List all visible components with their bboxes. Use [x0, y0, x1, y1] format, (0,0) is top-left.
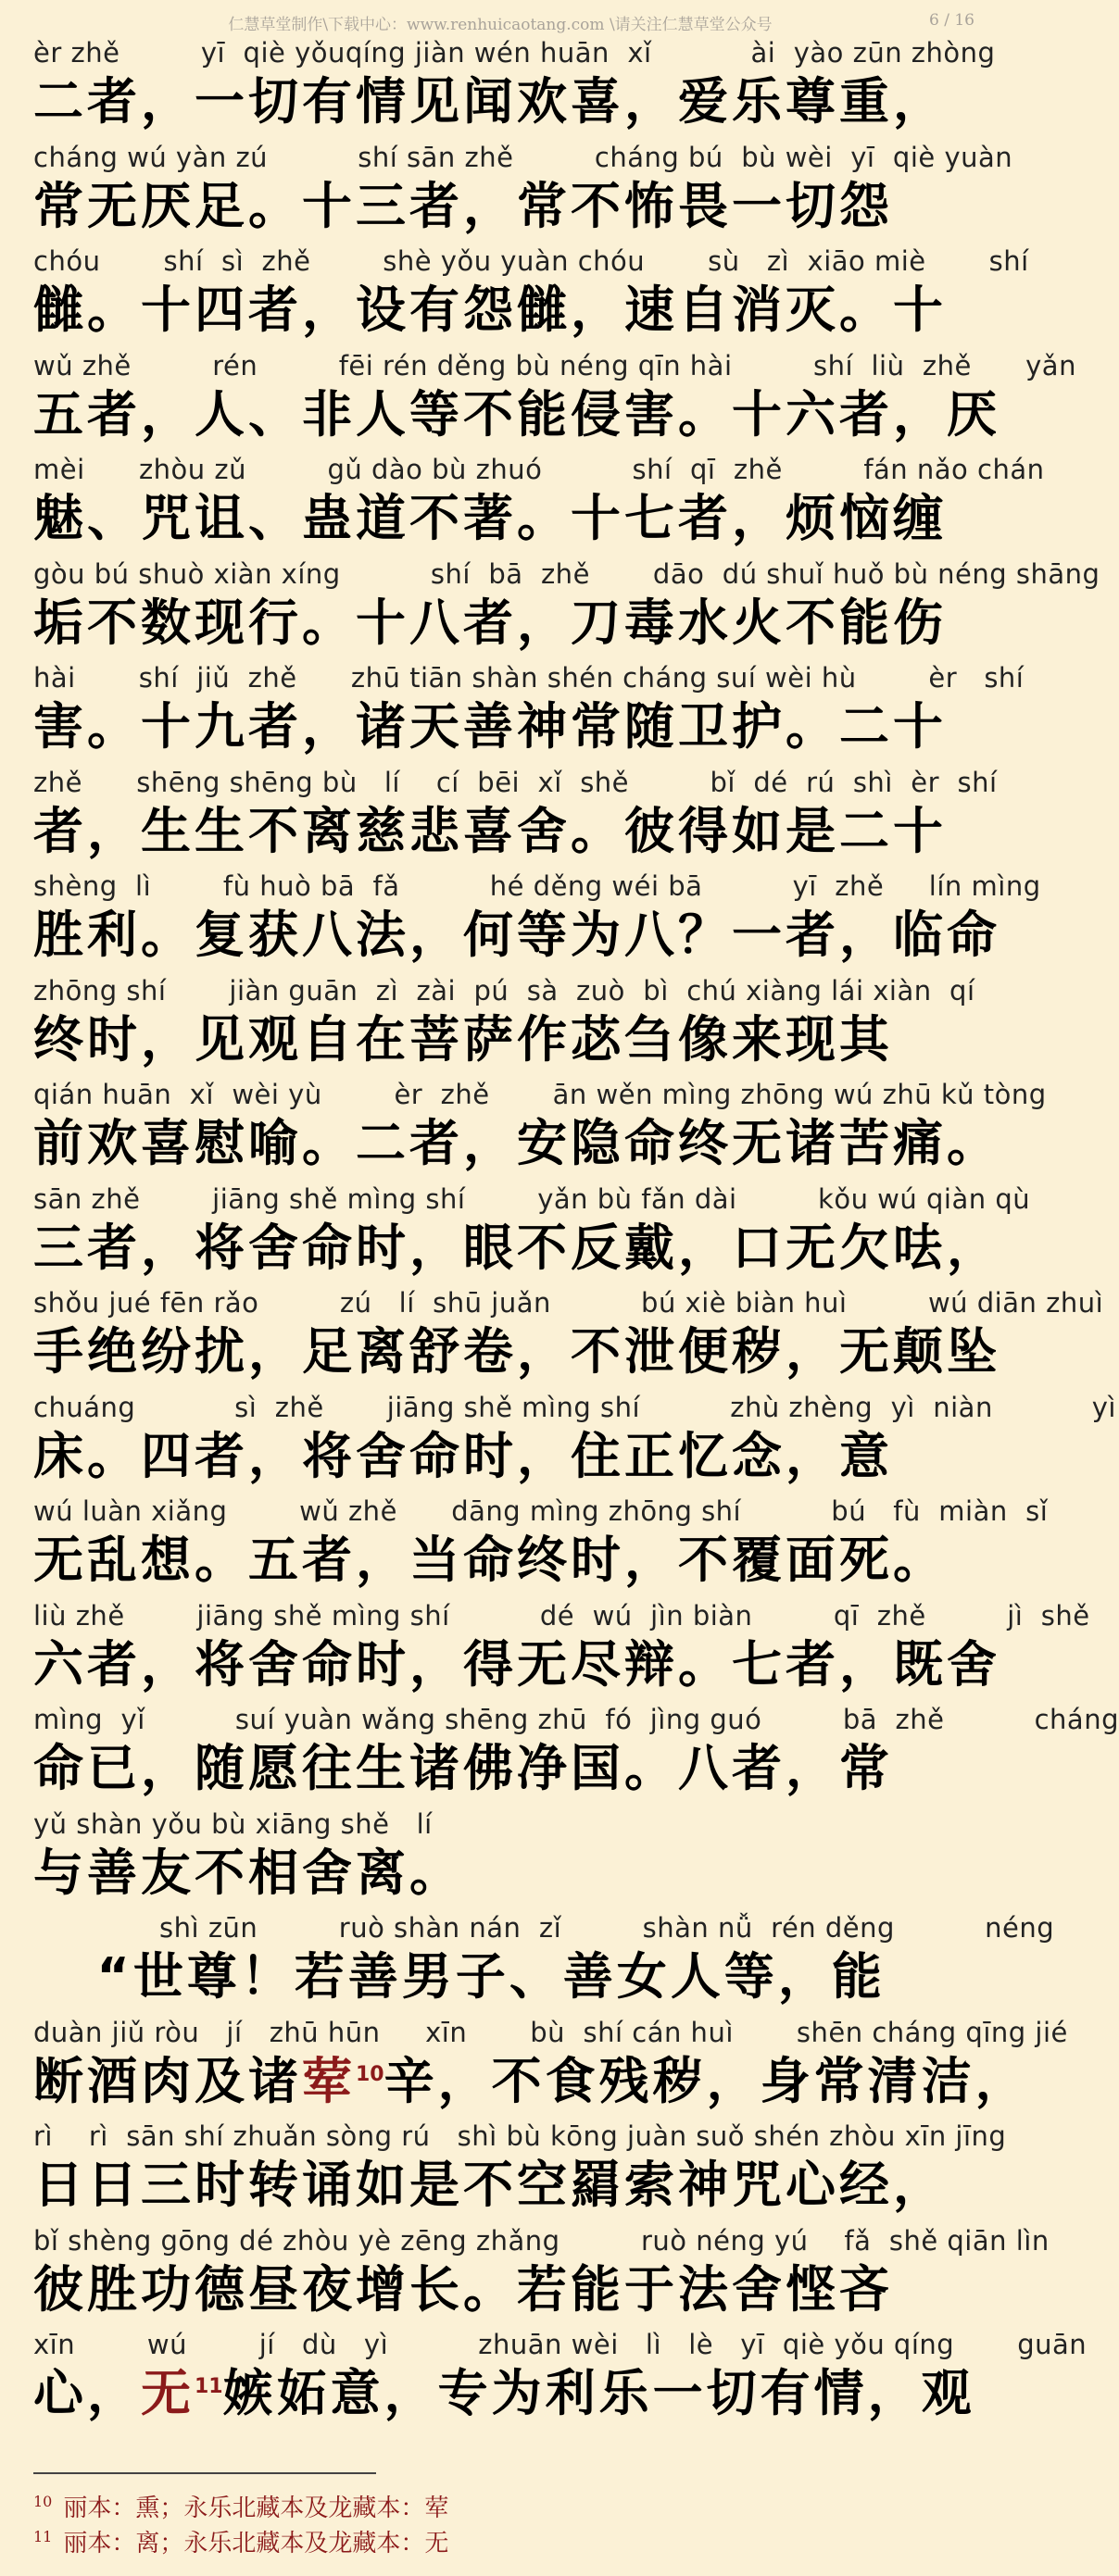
pinyin-row: chóu shí sì zhě shè yǒu yuàn chóu sù zì xiāo miè shí	[33, 245, 1029, 277]
text-line	[33, 452, 1045, 556]
page-number: 6 / 16	[929, 11, 974, 30]
pinyin-row: qián huān xǐ wèi yù èr zhě ān wěn mìng zhōng wú zhū kǔ tòng	[33, 1079, 1047, 1110]
hanzi-row: 者，生生不离慈悲喜舍。彼得如是二十	[33, 801, 947, 860]
footnote-number: 10	[33, 2493, 53, 2511]
annotated-character: 无	[141, 2364, 195, 2422]
footnote	[33, 2491, 960, 2526]
pinyin-row: shǒu jué fēn rǎo zú lí shū juǎn bú xiè biàn huì wú diān zhuì	[33, 1287, 1104, 1319]
pinyin-row: rì rì sān shí zhuǎn sòng rú shì bù kōng juàn suǒ shén zhòu xīn jīng	[33, 2120, 1007, 2152]
hanzi-text: 心，	[33, 2364, 141, 2422]
pinyin-row: hài shí jiǔ zhě zhū tiān shàn shén cháng suí wèi hù èr shí	[33, 662, 1025, 694]
scripture-body	[33, 35, 1119, 2432]
pinyin-row: mìng yǐ suí yuàn wǎng shēng zhū fó jìng guó bā zhě cháng	[33, 1704, 1119, 1735]
pinyin-row: zhě shēng shēng bù lí cí bēi xǐ shě bǐ dé rú shì èr shí	[33, 766, 998, 798]
text-line	[33, 765, 998, 869]
hanzi-row: 彼胜功德昼夜增长。若能于法舍悭吝	[33, 2259, 893, 2319]
hanzi-row: 常无厌足。十三者，常不怖畏一切怨	[33, 176, 893, 235]
footnote-divider	[33, 2472, 376, 2474]
hanzi-row: 床。四者，将舍命时，住正忆念，意	[33, 1426, 893, 1485]
text-line	[33, 348, 1076, 453]
pinyin-row: gòu bú shuò xiàn xíng shí bā zhě dāo dú shuǐ huǒ bù néng shāng	[33, 557, 1100, 590]
pinyin-row: chuáng sì zhě jiāng shě mìng shí zhù zhèng yì niàn yì	[33, 1391, 1116, 1423]
hanzi-row: 垢不数现行。十八者，刀毒水火不能伤	[33, 593, 947, 652]
text-line	[33, 244, 1029, 348]
text-line	[33, 660, 1025, 765]
hanzi-row: 魅、咒诅、蛊道不著。十七者，烦恼缠	[33, 489, 947, 547]
hanzi-row: 手绝纷扰，足离舒卷，不泄便秽，无颠坠	[33, 1322, 1000, 1381]
pinyin-row: shèng lì fù huò bā fǎ hé děng wéi bā yī zhě lín mìng	[33, 870, 1041, 902]
hanzi-row: 胜利。复获八法，何等为八？一者，临命	[33, 906, 1000, 964]
hanzi-row	[33, 2362, 978, 2431]
text-line	[33, 2223, 1050, 2328]
text-line	[33, 1598, 1090, 1703]
annotated-character: 荤	[302, 2051, 356, 2110]
pinyin-row: xīn wú jí dù yì zhuān wèi lì lè yī qiè yǒu qíng guān	[33, 2329, 1088, 2360]
footnotes	[33, 2491, 960, 2561]
text-line	[33, 1077, 1047, 1182]
footnote-marker[interactable]: 11	[195, 2375, 223, 2398]
hanzi-row: 五者，人、非人等不能侵害。十六者，厌	[33, 384, 1000, 444]
hanzi-row: 三者，将舍命时，眼不反戴，口无欠呿，	[33, 1218, 1000, 1277]
hanzi-row: 命已，随愿往生诸佛净国。八者，常	[33, 1739, 893, 1797]
footnote-marker[interactable]: 10	[356, 2062, 384, 2086]
pinyin-row: shì zūn ruò shàn nán zǐ shàn nǚ rén děng néng	[33, 1912, 1055, 1944]
pinyin-row: èr zhě yī qiè yǒuqíng jiàn wén huān xǐ ài yào zūn zhòng	[33, 37, 996, 69]
text-line	[33, 2119, 1007, 2223]
text-line	[33, 869, 1041, 973]
pinyin-row: wú luàn xiǎng wǔ zhě dāng mìng zhōng shí bú fù miàn sǐ	[33, 1495, 1049, 1527]
text-line	[33, 140, 1013, 244]
hanzi-text: 断酒肉及诸	[33, 2051, 302, 2110]
hanzi-row: 二者，一切有情见闻欢喜，爱乐尊重，	[33, 72, 947, 131]
header-source-text: 仁慧草堂制作\下载中心：www.renhuicaotang.com \请关注仁慧草堂公众号	[228, 16, 773, 34]
hanzi-row: 终时，见观自在菩萨作苾刍像来现其	[33, 1009, 893, 1069]
text-line	[33, 1182, 1031, 1286]
hanzi-row: 与善友不相舍离。	[33, 1843, 463, 1902]
hanzi-row: 雠。十四者，设有怨雠，速自消灭。十	[33, 281, 947, 339]
text-line	[33, 1285, 1104, 1390]
pinyin-row: sān zhě jiāng shě mìng shí yǎn bù fǎn dài kǒu wú qiàn qù	[33, 1182, 1031, 1215]
hanzi-row: 前欢喜慰喻。二者，安隐命终无诸苦痛。	[33, 1114, 1000, 1172]
text-line	[33, 1702, 1119, 1807]
text-line	[33, 1390, 1116, 1494]
hanzi-row: 害。十九者，诸天善神常随卫护。二十	[33, 697, 947, 756]
pinyin-row: cháng wú yàn zú shí sān zhě cháng bú bù wèi yī qiè yuàn	[33, 141, 1013, 173]
pinyin-row: liù zhě jiāng shě mìng shí dé wú jìn biàn qī zhě jì shě	[33, 1599, 1090, 1632]
text-line	[33, 973, 978, 1078]
hanzi-row	[33, 2050, 1029, 2119]
pinyin-row: yǔ shàn yǒu bù xiāng shě lí	[33, 1807, 433, 1840]
pinyin-row: wǔ zhě rén fēi rén děng bù néng qīn hài shí liù zhě yǎn	[33, 349, 1076, 381]
hanzi-row: 日日三时转诵如是不空羂索神咒心经，	[33, 2156, 947, 2214]
hanzi-row: 无乱想。五者，当命终时，不覆面死。	[33, 1531, 947, 1589]
pinyin-row: bǐ shèng gōng dé zhòu yè zēng zhǎng ruò néng yú fǎ shě qiān lìn	[33, 2224, 1050, 2257]
text-line	[33, 556, 1100, 661]
footnote	[33, 2526, 960, 2561]
footnote-number: 11	[33, 2528, 53, 2546]
text-line	[33, 1807, 978, 1911]
text-line	[33, 2327, 1088, 2432]
hanzi-row: “世尊！若善男子、善女人等，能	[33, 1947, 886, 2006]
text-line	[33, 35, 996, 140]
footnote-text: 丽本：熏；永乐北藏本及龙藏本：荤	[63, 2495, 449, 2522]
pinyin-row: duàn jiǔ ròu jí zhū hūn xīn bù shí cán huì shēn cháng qīng jié	[33, 2016, 1068, 2048]
hanzi-text: 辛，不食残秽，身常清洁，	[383, 2051, 1029, 2110]
hanzi-text: 嫉妬意，专为利乐一切有情，观	[222, 2364, 975, 2422]
pinyin-row: zhōng shí jiàn guān zì zài pú sà zuò bì chú xiàng lái xiàn qí	[33, 974, 975, 1007]
pinyin-row: mèi zhòu zǔ gǔ dào bù zhuó shí qī zhě fán nǎo chán	[33, 454, 1045, 485]
hanzi-row: 六者，将舍命时，得无尽辩。七者，既舍	[33, 1634, 1000, 1694]
text-line	[33, 1910, 1055, 2015]
text-line	[33, 2015, 1068, 2120]
footnote-text: 丽本：离；永乐北藏本及龙藏本：无	[63, 2530, 449, 2557]
text-line	[33, 1494, 1049, 1598]
